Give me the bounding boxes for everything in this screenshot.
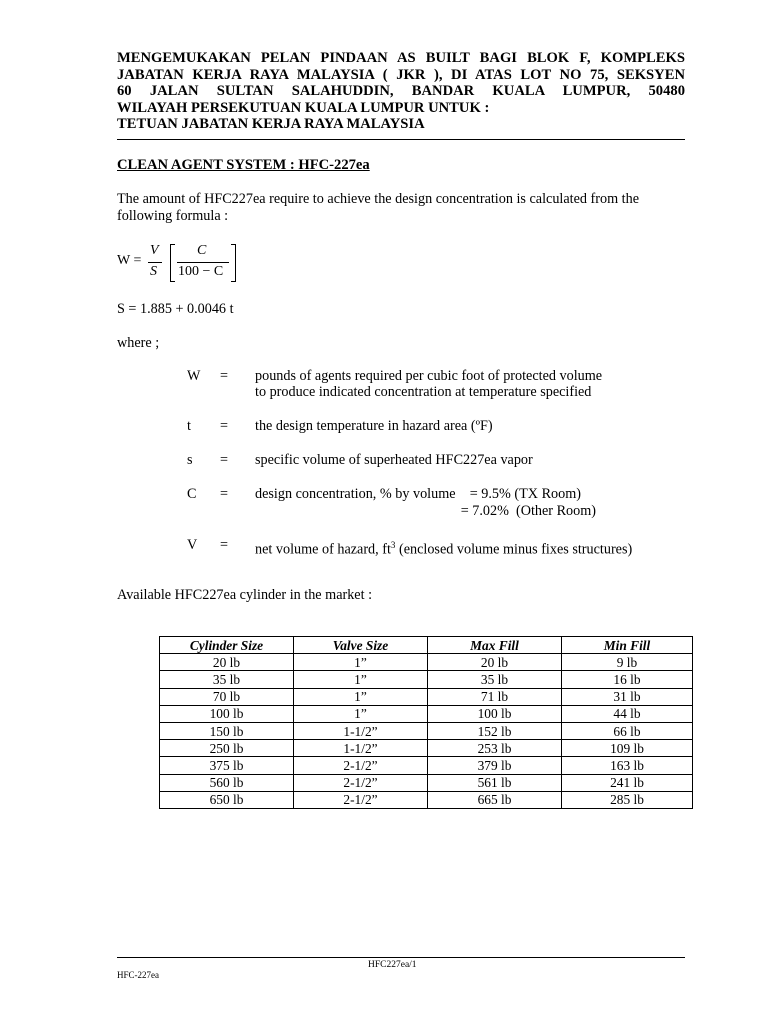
- table-row: [160, 671, 693, 688]
- table-cell: 250 lb: [160, 740, 294, 757]
- formula-fraction-bar: [148, 262, 162, 263]
- table-cell: 71 lb: [428, 688, 562, 705]
- table-cell: 665 lb: [428, 791, 562, 808]
- formula-fraction-bar: [177, 262, 229, 263]
- table-cell: 1”: [294, 705, 428, 722]
- table-cell: 9 lb: [562, 654, 693, 671]
- formula-c-numerator: C: [197, 243, 207, 258]
- definition-equals: =: [220, 486, 229, 502]
- table-cell: 100 lb: [428, 705, 562, 722]
- definition-text: pounds of agents required per cubic foot of protected volume: [255, 368, 603, 384]
- specific-volume-formula: S = 1.885 + 0.0046 t: [117, 301, 234, 317]
- table-cell: 2-1/2”: [294, 774, 428, 791]
- table-cell: 150 lb: [160, 722, 294, 739]
- table-cell: 1-1/2”: [294, 722, 428, 739]
- available-cylinders-label: Available HFC227ea cylinder in the market :: [117, 587, 373, 603]
- table-cell: 253 lb: [428, 740, 562, 757]
- column-header: Max Fill: [428, 637, 562, 654]
- table-row: [160, 791, 693, 808]
- table-cell: 379 lb: [428, 757, 562, 774]
- definition-equals: =: [220, 368, 229, 384]
- header-line: WILAYAH PERSEKUTUAN KUALA LUMPUR UNTUK :: [117, 99, 490, 116]
- document-header-title: [117, 50, 685, 133]
- definition-equals: =: [220, 452, 229, 468]
- column-header: Cylinder Size: [160, 637, 294, 654]
- table-cell: 70 lb: [160, 688, 294, 705]
- table-row: [160, 705, 693, 722]
- definition-text: = 7.02% (Other Room): [255, 503, 596, 519]
- definition-symbol: C: [187, 486, 197, 502]
- table-cell: 1”: [294, 654, 428, 671]
- table-row: [160, 757, 693, 774]
- definition-text: specific volume of superheated HFC227ea vapor: [255, 452, 533, 468]
- table-cell: 16 lb: [562, 671, 693, 688]
- table-cell: 31 lb: [562, 688, 693, 705]
- superscript: 3: [390, 540, 396, 550]
- formula-s: S: [150, 264, 157, 279]
- intro-paragraph: The amount of HFC227ea require to achieve the design concentration is calculated from the following formula :: [117, 191, 639, 224]
- table-cell: 163 lb: [562, 757, 693, 774]
- formula-right-bracket: [231, 244, 236, 282]
- table-cell: 2-1/2”: [294, 757, 428, 774]
- definition-text: to produce indicated concentration at temperature specified: [255, 384, 592, 400]
- footer-document-label: HFC-227ea: [117, 970, 159, 980]
- definition-symbol: V: [187, 537, 198, 553]
- header-line: MENGEMUKAKAN PELAN PINDAAN AS BUILT BAGI BLOK F, KOMPLEKS: [117, 50, 685, 66]
- table-cell: 20 lb: [428, 654, 562, 671]
- header-line: TETUAN JABATAN KERJA RAYA MALAYSIA: [117, 116, 425, 133]
- definition-text: the design temperature in hazard area (ºF): [255, 418, 493, 434]
- definition-symbol: t: [187, 418, 191, 434]
- table-row: [160, 774, 693, 791]
- table-cell: 152 lb: [428, 722, 562, 739]
- where-label: where ;: [117, 335, 160, 351]
- table-cell: 285 lb: [562, 791, 693, 808]
- definition-text: [255, 537, 632, 558]
- table-cell: 560 lb: [160, 774, 294, 791]
- table-row: [160, 654, 693, 671]
- header-line: 60 JALAN SULTAN SALAHUDDIN, BANDAR KUALA LUMPUR, 50480: [117, 83, 685, 100]
- definition-text-part: net volume of hazard, ft: [255, 541, 391, 558]
- table-row: [160, 688, 693, 705]
- column-header: Min Fill: [562, 637, 693, 654]
- weight-formula: [117, 240, 277, 286]
- table-cell: 241 lb: [562, 774, 693, 791]
- table-cell: 44 lb: [562, 705, 693, 722]
- table-cell: 1”: [294, 671, 428, 688]
- formula-lhs: W =: [117, 253, 142, 268]
- definition-text: design concentration, % by volume = 9.5% (TX Room): [255, 486, 581, 502]
- definition-symbol: s: [187, 452, 193, 468]
- footer-page-number: HFC227ea/1: [368, 960, 417, 970]
- header-divider: [117, 139, 685, 140]
- section-heading: CLEAN AGENT SYSTEM : HFC-227ea: [117, 157, 370, 173]
- table-row: [160, 740, 693, 757]
- table-cell: 1”: [294, 688, 428, 705]
- column-header: Valve Size: [294, 637, 428, 654]
- table-cell: 109 lb: [562, 740, 693, 757]
- table-row: [160, 722, 693, 739]
- table-cell: 2-1/2”: [294, 791, 428, 808]
- definition-equals: =: [220, 537, 229, 553]
- cylinder-table: [159, 636, 693, 809]
- table-header-row: [160, 637, 693, 654]
- table-cell: 561 lb: [428, 774, 562, 791]
- table-cell: 375 lb: [160, 757, 294, 774]
- footer-divider: [117, 957, 685, 958]
- definition-text-part: (enclosed volume minus fixes structures): [395, 541, 633, 558]
- formula-v: V: [150, 243, 159, 258]
- definition-equals: =: [220, 418, 229, 434]
- header-line: JABATAN KERJA RAYA MALAYSIA ( JKR ), DI ATAS LOT NO 75, SEKSYEN: [117, 66, 685, 83]
- formula-left-bracket: [170, 244, 175, 282]
- definition-symbol: W: [187, 368, 201, 384]
- formula-c-denominator: 100 − C: [178, 264, 224, 279]
- table-cell: 20 lb: [160, 654, 294, 671]
- table-cell: 66 lb: [562, 722, 693, 739]
- table-cell: 35 lb: [160, 671, 294, 688]
- table-cell: 1-1/2”: [294, 740, 428, 757]
- table-cell: 35 lb: [428, 671, 562, 688]
- table-cell: 100 lb: [160, 705, 294, 722]
- table-cell: 650 lb: [160, 791, 294, 808]
